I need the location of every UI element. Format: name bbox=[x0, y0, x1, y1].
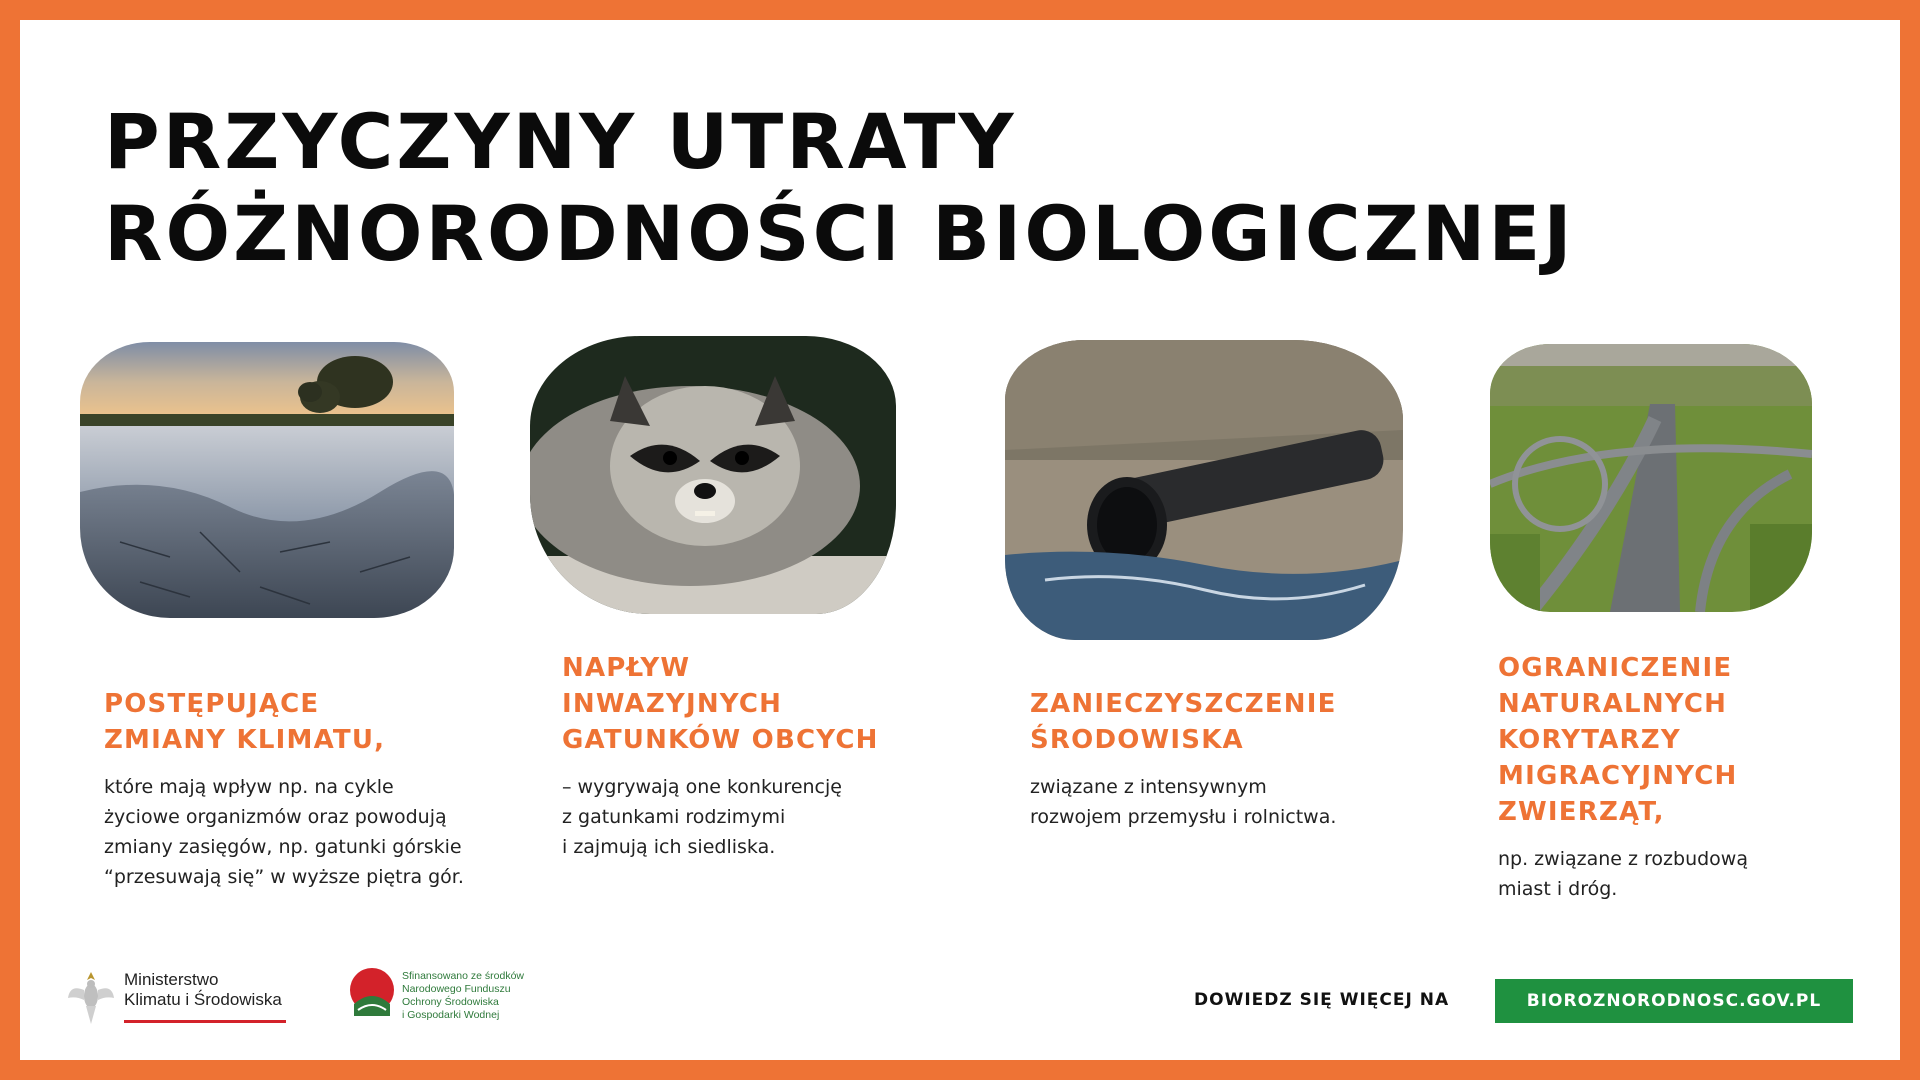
card-1-text-line: życiowe organizmów oraz powodują bbox=[104, 806, 447, 828]
card-4-heading-line: OGRANICZENIE bbox=[1498, 653, 1733, 683]
card-2-description bbox=[562, 772, 842, 862]
card-2-text-line: – wygrywają one konkurencję bbox=[562, 776, 842, 798]
ministry-name bbox=[124, 970, 282, 1010]
card-1-text-line: “przesuwają się” w wyższe piętra gór. bbox=[104, 866, 464, 888]
card-1-description bbox=[104, 772, 464, 892]
card-4-description bbox=[1498, 844, 1748, 904]
card-3-text-line: związane z intensywnym bbox=[1030, 776, 1267, 798]
fund-line: Narodowego Funduszu bbox=[402, 983, 511, 995]
card-2-heading bbox=[562, 650, 879, 758]
card-3-description bbox=[1030, 772, 1336, 832]
card-4-heading bbox=[1498, 650, 1738, 830]
card-3-heading-line: ŚRODOWISKA bbox=[1030, 725, 1244, 755]
page-title bbox=[104, 96, 1575, 280]
card-4-heading-line: KORYTARZY bbox=[1498, 725, 1681, 755]
title-line-1: PRZYCZYNY UTRATY bbox=[104, 97, 1017, 186]
fund-line: Sfinansowano ze środków bbox=[402, 970, 524, 982]
card-3-text-line: rozwojem przemysłu i rolnictwa. bbox=[1030, 806, 1337, 828]
card-2-heading-line: GATUNKÓW OBCYCH bbox=[562, 725, 879, 755]
fund-line: Ochrony Środowiska bbox=[402, 996, 499, 1008]
card-1-heading bbox=[104, 686, 385, 758]
ministry-line-1: Ministerstwo bbox=[124, 970, 219, 989]
nfosigw-logo-icon bbox=[344, 966, 400, 1022]
website-link-button[interactable]: BIOROZNORODNOSC.GOV.PL bbox=[1495, 979, 1853, 1023]
dried-lake-photo bbox=[80, 342, 454, 618]
highway-interchange-photo bbox=[1490, 344, 1812, 612]
card-3-heading-line: ZANIECZYSZCZENIE bbox=[1030, 689, 1337, 719]
learn-more-label: DOWIEDZ SIĘ WIĘCEJ NA bbox=[1194, 990, 1450, 1010]
ministry-line-2: Klimatu i Środowiska bbox=[124, 990, 282, 1009]
card-4-heading-line: ZWIERZĄT, bbox=[1498, 797, 1665, 827]
card-2-heading-line: NAPŁYW bbox=[562, 653, 691, 683]
card-4-heading-line: MIGRACYJNYCH bbox=[1498, 761, 1738, 791]
card-1-text-line: zmiany zasięgów, np. gatunki górskie bbox=[104, 836, 462, 858]
polish-eagle-icon bbox=[66, 966, 116, 1028]
ministry-underline bbox=[124, 1020, 286, 1023]
card-2-heading-line: INWAZYJNYCH bbox=[562, 689, 783, 719]
fund-credit bbox=[402, 970, 524, 1022]
card-4-heading-line: NATURALNYCH bbox=[1498, 689, 1728, 719]
card-1-text-line: które mają wpływ np. na cykle bbox=[104, 776, 394, 798]
card-4-text-line: miast i dróg. bbox=[1498, 878, 1618, 900]
drain-pipe-photo bbox=[1005, 340, 1403, 640]
raccoon-photo bbox=[530, 336, 896, 614]
card-3-heading bbox=[1030, 686, 1337, 758]
title-line-2: RÓŻNORODNOŚCI BIOLOGICZNEJ bbox=[104, 189, 1575, 278]
card-4-text-line: np. związane z rozbudową bbox=[1498, 848, 1748, 870]
fund-line: i Gospodarki Wodnej bbox=[402, 1009, 500, 1021]
card-1-heading-line: ZMIANY KLIMATU, bbox=[104, 725, 386, 755]
card-1-heading-line: POSTĘPUJĄCE bbox=[104, 689, 320, 719]
card-2-text-line: i zajmują ich siedliska. bbox=[562, 836, 776, 858]
card-2-text-line: z gatunkami rodzimymi bbox=[562, 806, 786, 828]
